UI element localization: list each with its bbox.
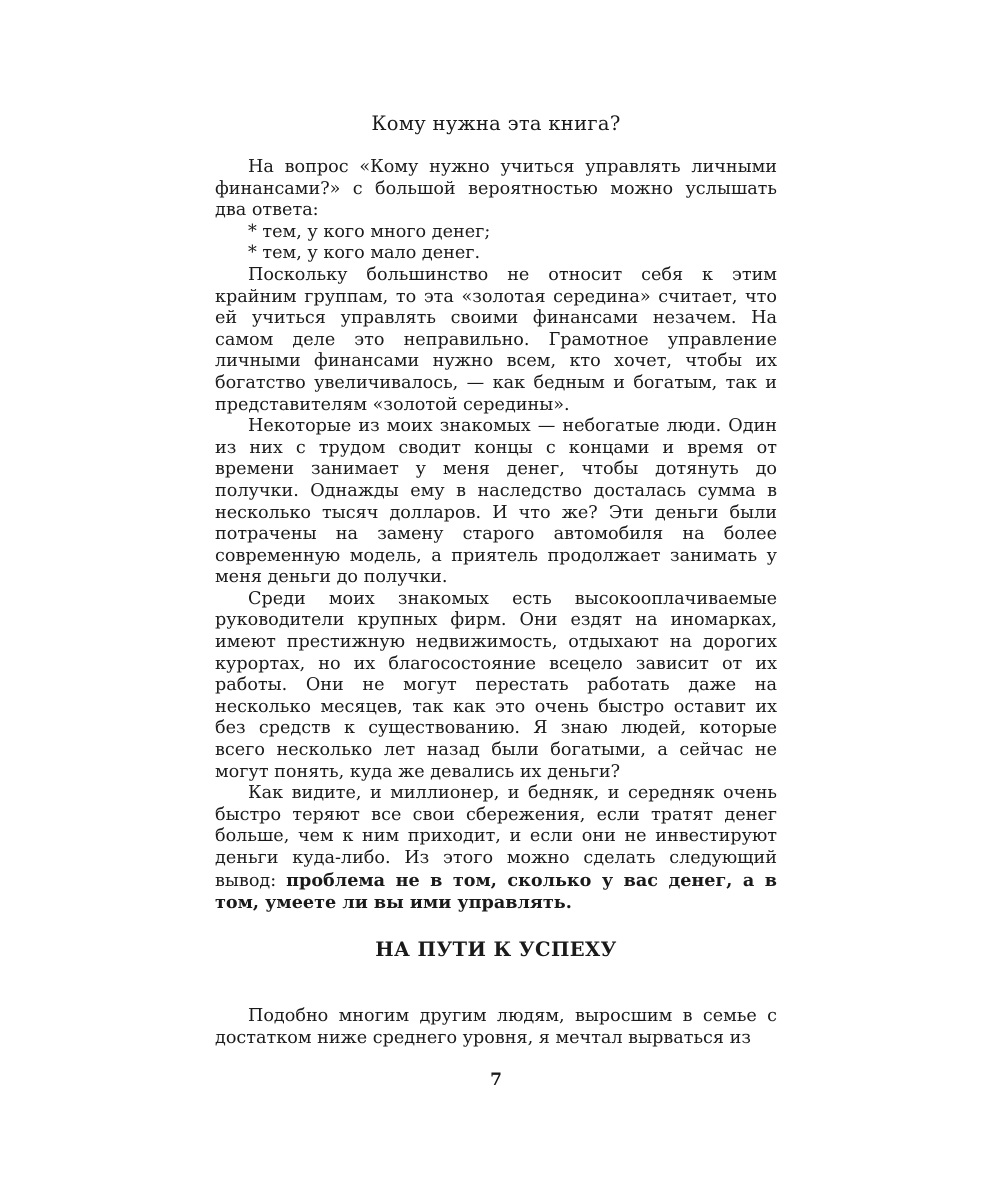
paragraph: На вопрос «Кому нужно учиться управлять личными финансами?» с большой вероятностью можно услышать два ответа: <box>215 157 777 221</box>
conclusion-bold: проблема не в том, сколько у вас денег, а в том, умеете ли вы ими управлять. <box>215 869 777 914</box>
section-body-2 <box>215 1006 777 1049</box>
section-body <box>215 157 777 915</box>
list-item: * тем, у кого мало денег. <box>248 243 481 264</box>
paragraph: Среди моих знакомых есть высокооплачиваемые руководители крупных фирм. Они ездят на иномарках, имеют престижную недвижимость, отдыхают на дорогих курортах, но их благосостояние всецело зависит от их работы. Они не могут перестать работать даже на несколько месяцев, так как это очень быстро оставит их без средств к существованию. Я знаю людей, которые всего несколько лет назад были богатыми, а сейчас не могут понять, куда же девались их деньги? <box>215 588 777 782</box>
conclusion-lead: Как видите, и миллионер, и бедняк, и середняк очень быстро теряют все свои сбережения, если тратят денег больше, чем к ним приходит, и если они не инвестируют деньги куда-либо. Из этого можно сделать следующий вывод: <box>215 783 777 891</box>
list-item: * тем, у кого много денег; <box>248 221 491 242</box>
paragraph: Некоторые из моих знакомых — небогатые люди. Один из них с трудом сводит концы с концами и время от времени занимает у меня денег, чтобы дотянуть до получки. Однажды ему в наследство досталась сумма в несколько тысяч долларов. И что же? Эти деньги были потрачены на замену старого автомобиля на более современную модель, а приятель продолжает занимать у меня деньги до получки. <box>215 416 777 588</box>
paragraph-conclusion <box>215 783 777 915</box>
paragraph: Поскольку большинство не относит себя к этим крайним группам, то эта «золотая середина» считает, что ей учиться управлять своими финансами незачем. На самом деле это неправильно. Грамотное управление личными финансами нужно всем, кто хочет, чтобы их богатство увеличивалось, — как бедным и богатым, так и представителям «золотой середины». <box>215 264 777 415</box>
paragraph: Подобно многим другим людям, выросшим в семье с достатком ниже среднего уровня, я мечтал вырваться из <box>215 1006 777 1048</box>
running-head: Кому нужна эта книга? <box>371 112 621 135</box>
section-heading: НА ПУТИ К УСПЕХУ <box>375 938 617 961</box>
page-number: 7 <box>490 1070 502 1090</box>
